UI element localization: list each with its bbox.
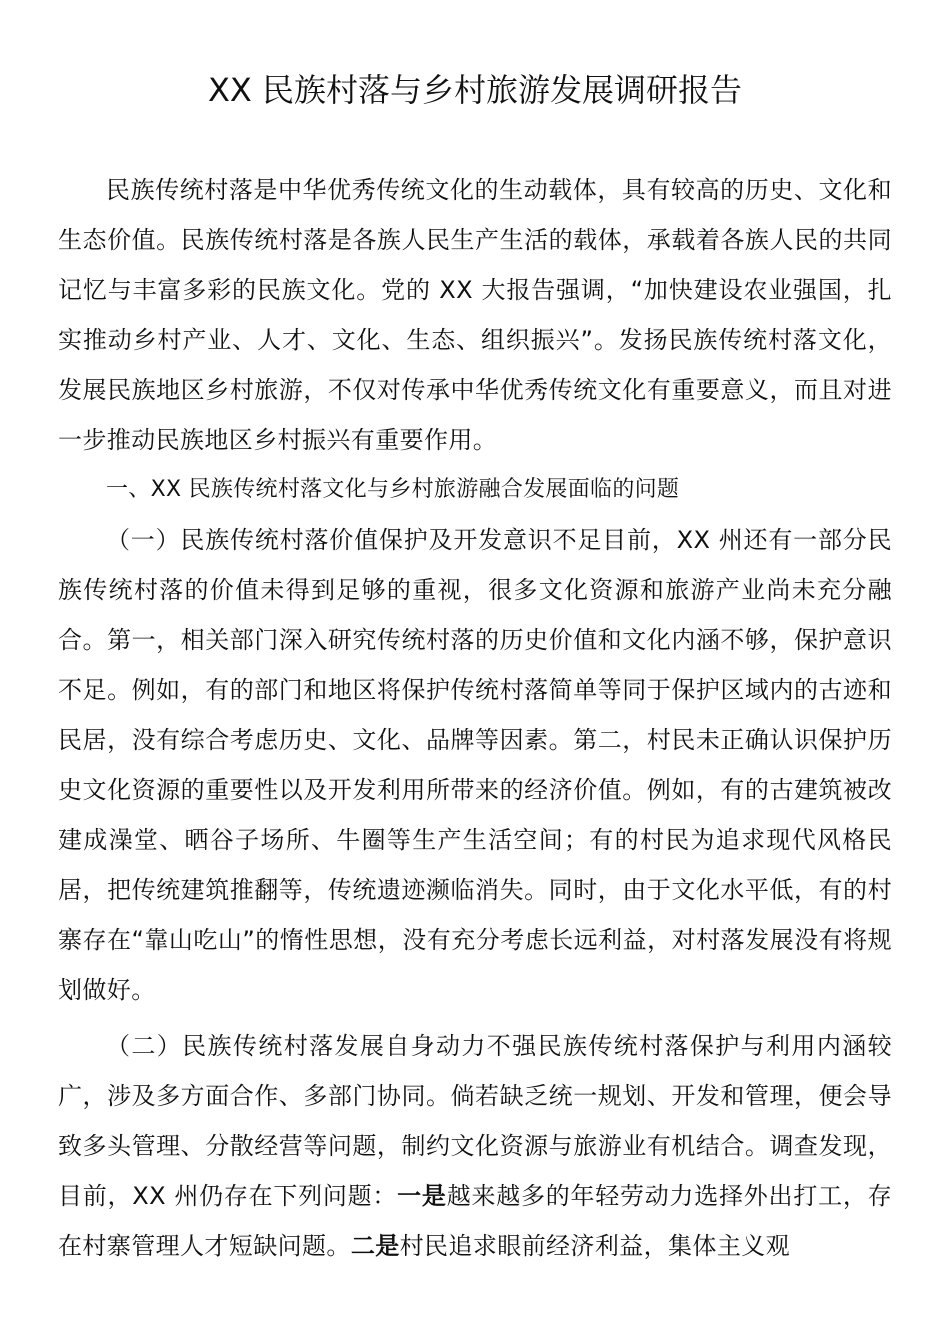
point-two-text: 村民追求眼前经济利益，集体主义观: [399, 1232, 791, 1260]
point-two-label: 二是: [350, 1232, 400, 1260]
document-title: XX 民族村落与乡村旅游发展调研报告: [207, 71, 743, 109]
subsection-two-lead: （二）民族传统村落发展自身动力不强民族传统村落保护与利用内涵较广，涉及多方面合作、多部门协同。倘若缺乏统一规划、开发和管理，便会导致多头管理、分散经营等问题，制约文化资源与旅游业有机结合。调查发现，目前，XX 州仍存在下列问题：: [58, 1032, 892, 1210]
point-one-text: 越来越多的年轻劳动力选择外出打工，存在村寨管理人才短缺问题。: [58, 1182, 892, 1260]
subsection-two-paragraph: [58, 1021, 892, 1271]
intro-paragraph: 民族传统村落是中华优秀传统文化的生动载体，具有较高的历史、文化和生态价值。民族传统村落是各族人民生产生活的载体，承载着各族人民的共同记忆与丰富多彩的民族文化。党的 XX 大报告强调，“加快建设农业强国，扎实推动乡村产业、人才、文化、生态、组织振兴”。发扬民族传统村落文化，发展民族地区乡村旅游，不仅对传承中华优秀传统文化有重要意义，而且对进一步推动民族地区乡村振兴有重要作用。: [58, 176, 892, 454]
point-one-label: 一是: [397, 1182, 447, 1210]
document-body: [58, 165, 892, 1271]
section-one-heading: 一、XX 民族传统村落文化与乡村旅游融合发展面临的问题: [106, 477, 680, 502]
subsection-one-paragraph: （一）民族传统村落价值保护及开发意识不足目前，XX 州还有一部分民族传统村落的价值未得到足够的重视，很多文化资源和旅游产业尚未充分融合。第一，相关部门深入研究传统村落的历史价值和文化内涵不够，保护意识不足。例如，有的部门和地区将保护传统村落简单等同于保护区域内的古迹和民居，没有综合考虑历史、文化、品牌等因素。第二，村民未正确认识保护历史文化资源的重要性以及开发利用所带来的经济价值。例如，有的古建筑被改建成澡堂、晒谷子场所、牛圈等生产生活空间；有的村民为追求现代风格民居，把传统建筑推翻等，传统遗迹濒临消失。同时，由于文化水平低，有的村寨存在“靠山吃山”的惰性思想，没有充分考虑长远利益，对村落发展没有将规划做好。: [58, 526, 892, 1004]
